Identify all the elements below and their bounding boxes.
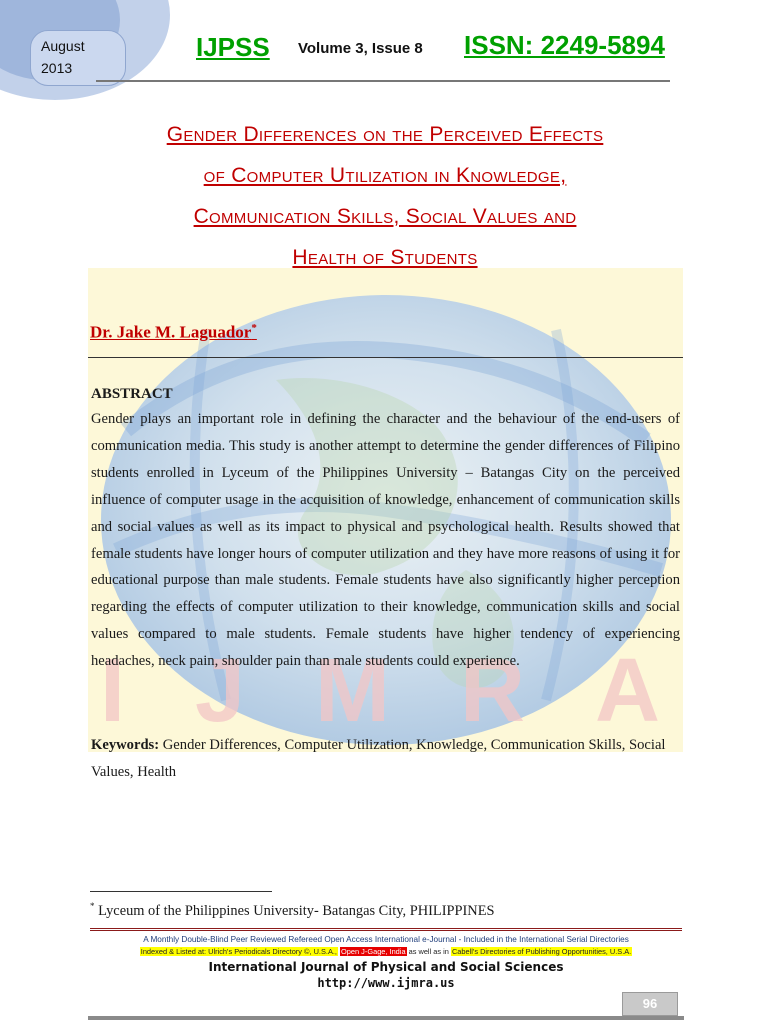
- abstract-heading: ABSTRACT: [91, 386, 173, 402]
- journal-abbreviation[interactable]: IJPSS: [196, 32, 270, 62]
- watermark-letter: I: [100, 641, 126, 741]
- footnote-text: Lyceum of the Philippines University- Batangas City, PHILIPPINES: [98, 902, 495, 919]
- indexed-cabell: Cabell's Directories of Publishing Opportunities, U.S.A.: [451, 947, 632, 956]
- header-rule: [96, 80, 670, 82]
- watermark-letter: A: [595, 641, 660, 741]
- footnote-mark: *: [90, 901, 95, 911]
- footer-indexing: [90, 947, 682, 956]
- watermark-letter: R: [460, 641, 526, 741]
- watermark-letter: J: [195, 641, 246, 741]
- keywords: [91, 732, 680, 786]
- title-line: Health of Students: [292, 246, 478, 269]
- footnote-rule: [90, 891, 272, 892]
- volume-issue: Volume 3, Issue 8: [298, 40, 423, 57]
- footer-journal-name: International Journal of Physical and Social Sciences: [208, 960, 564, 974]
- author-footnote-mark[interactable]: *: [251, 322, 257, 334]
- indexed-jgage[interactable]: Open J-Gage, India: [341, 947, 406, 956]
- title-line: of Computer Utilization in Knowledge,: [203, 164, 567, 187]
- indexed-ulrich: Indexed & Listed at: Ulrich's Periodicals Directory ©, U.S.A.,: [140, 947, 337, 956]
- footer-description: A Monthly Double-Blind Peer Reviewed Refereed Open Access International e-Journal - Included in the International Serial Directories: [143, 935, 629, 944]
- issue-month: August: [41, 38, 85, 54]
- title-line: Gender Differences on the Perceived Effects: [166, 123, 604, 146]
- watermark-letter: M: [315, 641, 391, 741]
- footnote: [90, 901, 494, 920]
- indexed-connector: as well as in: [408, 947, 449, 956]
- page-number: 96: [622, 992, 678, 1016]
- footer-url-link[interactable]: http://www.ijmra.us: [317, 976, 455, 990]
- issue-year: 2013: [41, 60, 73, 76]
- author-text: Dr. Jake M. Laguador: [90, 322, 252, 342]
- footer-rule: [90, 928, 682, 931]
- keywords-label: Keywords:: [91, 737, 160, 753]
- author-name: [90, 322, 257, 343]
- author-rule: [88, 357, 683, 358]
- article-title: [90, 114, 680, 278]
- issue-date-badge: [30, 30, 126, 86]
- issn[interactable]: ISSN: 2249-5894: [464, 30, 665, 60]
- page-bottom-bar: [88, 1016, 684, 1020]
- title-line: Communication Skills, Social Values and: [193, 205, 577, 228]
- abstract-text: Gender plays an important role in defining the character and the behaviour of the end-users of communication media. This study is another attempt to determine the gender differences of Filipino students enrolled in Lyceum of the Philippines University – Batangas City on the perceived influence of computer usage in the acquisition of knowledge, enhancement of communication skills and social values as well as its impact to physical and psychological health. Results showed that female students have longer hours of computer utilization and they have more reasons of using it for educational purpose than male students. Female students have also significantly higher perception regarding the effects of computer utilization to their knowledge, communication skills and social values compared to male students. Female students have higher tendency of experiencing headaches, neck pain, shoulder pain than male students could experience.: [91, 411, 680, 670]
- keywords-list: Gender Differences, Computer Utilization, Knowledge, Communication Skills, Social Values, Health: [91, 737, 666, 780]
